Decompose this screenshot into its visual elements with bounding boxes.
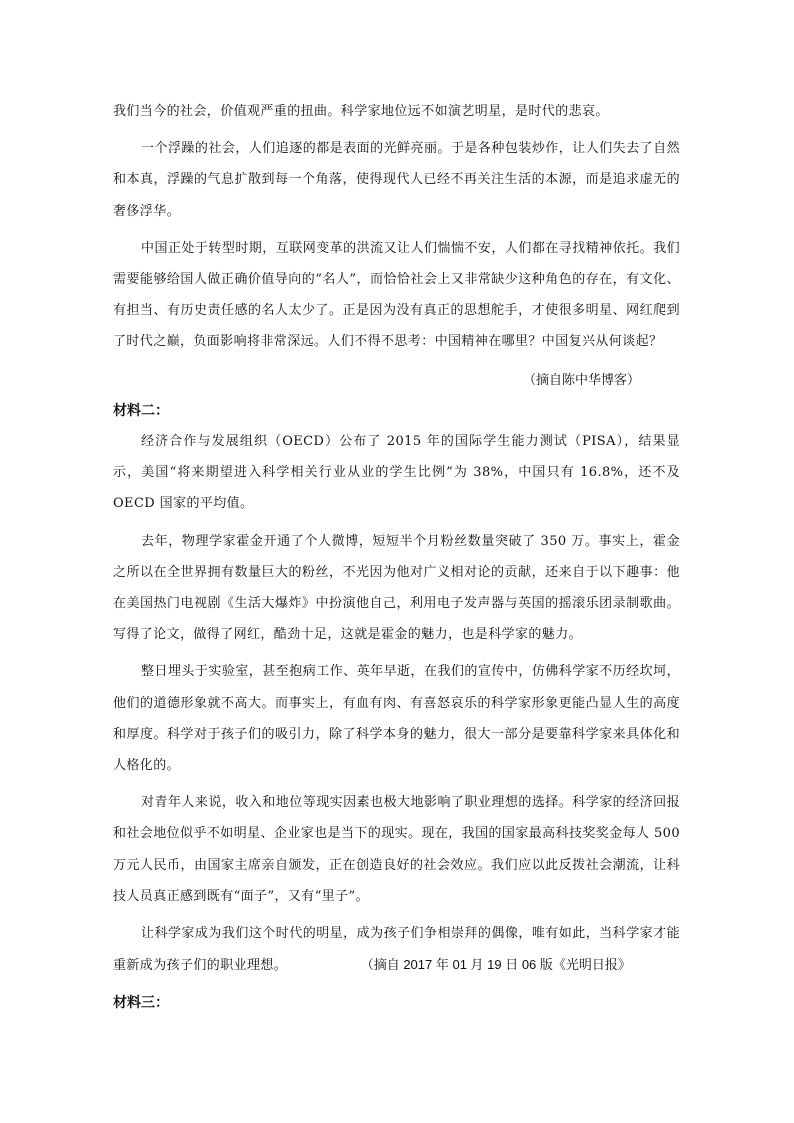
material3-heading: 材料三： xyxy=(113,994,169,1011)
material2-paragraph-4: 对青年人来说，收入和地位等现实因素也极大地影响了职业理想的选择。科学家的经济回报和社会地位似乎不如明星、企业家也是当下的现实。现在，我国的国家最高科技奖奖金每人 500 万元人民币，由国家主席亲自颁发，正在创造良好的社会效应。我们应以此反拨社会潮流，让科技人员真正感到既有“面子”，又有“里子”。 xyxy=(113,795,680,904)
material1-source: （摘自陈中华博客） xyxy=(522,371,640,387)
material2-paragraph-2: 去年，物理学家霍金开通了个人微博，短短半个月粉丝数量突破了 350 万。事实上，霍金之所以在全世界拥有数量巨大的粉丝，不光因为他对广义相对论的贡献，还来自于以下趣事：他在美国热门电视剧《生活大爆炸》中扮演他自己，利用电子发声器与英国的摇滚乐团录制歌曲。写得了论文，做得了网红，酷劲十足，这就是霍金的魅力，也是科学家的魅力。 xyxy=(113,533,680,643)
material2-paragraph-5 xyxy=(113,918,680,981)
document-page xyxy=(113,96,680,1019)
material1-paragraph-2: 一个浮躁的社会，人们追逐的都是表面的光鲜亮丽。于是各种包装炒作，让人们失去了自然和本真，浮躁的气息扩散到每一个角落，使得现代人已经不再关注生活的本源，而是追求虚无的奢侈浮华。 xyxy=(113,141,680,219)
material1-paragraph-3: 中国正处于转型时期，互联网变革的洪流又让人们惴惴不安，人们都在寻找精神依托。我们需要能够给国人做正确价值导向的“名人”，而恰恰社会上又非常缺少这种角色的存在，有文化、有担当、有历史责任感的名人太少了。正是因为没有真正的思想舵手，才使很多明星、网红爬到了时代之巅，负面影响将非常深远。人们不得不思考：中国精神在哪里？中国复兴从何谈起？ xyxy=(113,240,680,350)
material2-source: （摘自 2017 年 01 月 19 日 06 版《光明日报》 xyxy=(367,957,631,973)
material2-paragraph-5-text: 让科学家成为我们这个时代的明星，成为孩子们争相崇拜的偶像，唯有如此，当科学家才能重新成为孩子们的职业理想。 xyxy=(113,926,680,974)
material2-paragraph-3: 整日埋头于实验室，甚至抱病工作、英年早逝，在我们的宣传中，仿佛科学家不历经坎坷，他们的道德形象就不高大。而事实上，有血有肉、有喜怒哀乐的科学家形象更能凸显人生的高度和厚度。科学对于孩子们的吸引力，除了科学本身的魅力，很大一部分是要靠科学家来具体化和人格化的。 xyxy=(113,664,680,774)
material2-paragraph-1: 经济合作与发展组织（OECD）公布了 2015 年的国际学生能力测试（PISA），结果显示，美国“将来期望进入科学相关行业从业的学生比例”为 38%，中国只有 16.8%，还不及 OECD 国家的平均值。 xyxy=(113,434,680,512)
material2-heading: 材料二： xyxy=(113,401,169,418)
material1-paragraph-1: 我们当今的社会，价值观严重的扭曲。科学家地位远不如演艺明星，是时代的悲哀。 xyxy=(113,104,609,119)
